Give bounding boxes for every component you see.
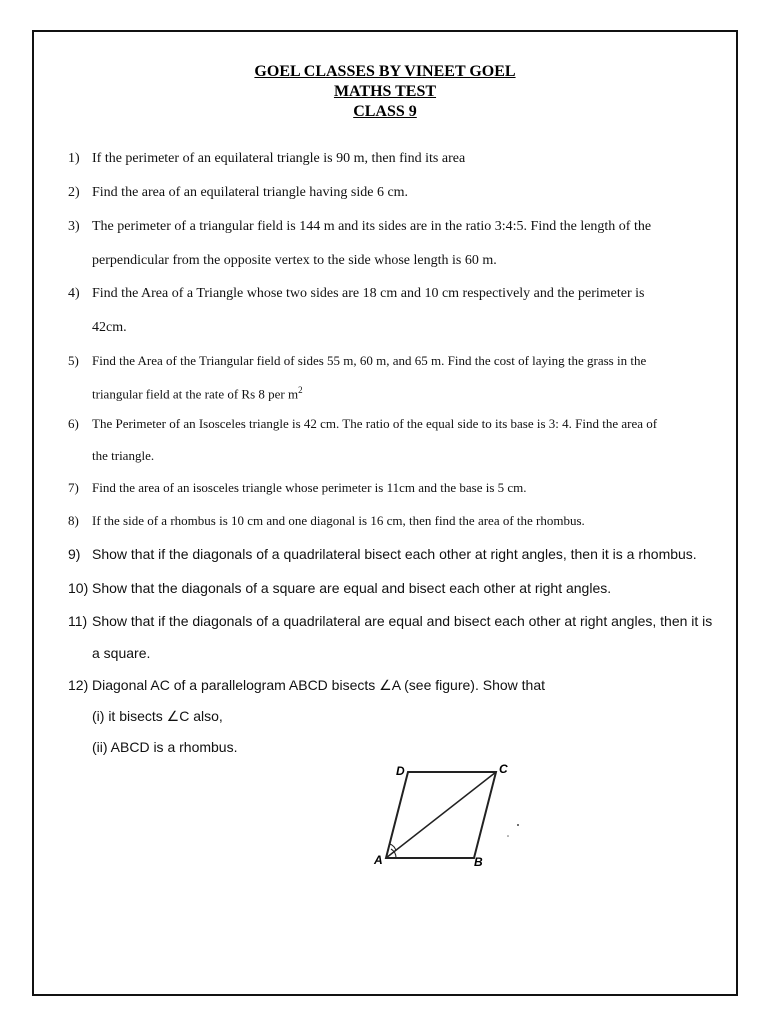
question-text-continued: perpendicular from the opposite vertex to the side whose length is 60 m. <box>92 253 497 268</box>
vertex-label-d: D <box>396 764 405 778</box>
parallelogram-figure <box>368 756 528 872</box>
question-text-continued: a square. <box>92 645 151 661</box>
question-number: 2) <box>68 185 80 200</box>
question-text-continued: the triangle. <box>92 448 155 463</box>
question-number: 8) <box>68 513 79 528</box>
question-number: 12) <box>68 677 89 693</box>
question-text-continued <box>92 385 303 402</box>
sub-question-i: (i) it bisects ∠C also, <box>92 708 223 724</box>
stray-dot <box>517 824 519 826</box>
question-text: Find the Area of a Triangle whose two sides are 18 cm and 10 cm respectively and the perimeter is <box>92 286 645 301</box>
document-subtitle: MATHS TEST <box>333 83 437 100</box>
stray-dot <box>507 835 509 837</box>
question-text: If the perimeter of an equilateral triangle is 90 m, then find its area <box>92 151 466 166</box>
question-text: Show that the diagonals of a square are equal and bisect each other at right angles. <box>92 580 612 596</box>
question-text: The perimeter of a triangular field is 144 m and its sides are in the ratio 3:4:5. Find the length of the <box>92 219 652 234</box>
vertex-label-c: C <box>499 762 508 776</box>
question-text: The Perimeter of an Isosceles triangle is 42 cm. The ratio of the equal side to its base is 3: 4. Find the area of <box>92 416 658 431</box>
question-number: 3) <box>68 219 80 234</box>
question-text: If the side of a rhombus is 10 cm and one diagonal is 16 cm, then find the area of the rhombus. <box>92 513 585 528</box>
superscript-2: 2 <box>298 385 303 395</box>
vertex-label-b: B <box>474 855 483 869</box>
question-number: 5) <box>68 353 79 368</box>
question-text: Find the area of an isosceles triangle whose perimeter is 11cm and the base is 5 cm. <box>92 480 527 495</box>
question-number: 1) <box>68 151 80 166</box>
question-number: 6) <box>68 416 79 431</box>
question-text: Find the Area of the Triangular field of sides 55 m, 60 m, and 65 m. Find the cost of laying the grass in the <box>92 353 647 368</box>
question-number: 10) <box>68 580 89 596</box>
question-text-continued: 42cm. <box>92 320 127 335</box>
question-text: Show that if the diagonals of a quadrilateral are equal and bisect each other at right angles, then it is <box>92 613 713 629</box>
question-number: 7) <box>68 480 79 495</box>
class-label: CLASS 9 <box>353 103 417 120</box>
question-number: 11) <box>68 613 88 629</box>
question-number: 4) <box>68 286 80 301</box>
vertex-label-a: A <box>374 853 383 867</box>
question-text: Find the area of an equilateral triangle having side 6 cm. <box>92 185 409 200</box>
sub-question-ii: (ii) ABCD is a rhombus. <box>92 739 238 755</box>
question-number: 9) <box>68 546 81 562</box>
question-text: Diagonal AC of a parallelogram ABCD bisects ∠A (see figure). Show that <box>92 677 545 693</box>
question-text-part: triangular field at the rate of Rs 8 per m <box>92 386 299 402</box>
question-text: Show that if the diagonals of a quadrilateral bisect each other at right angles, then it is a rhombus. <box>92 546 697 562</box>
diagonal-ac <box>386 772 496 858</box>
document-title: GOEL CLASSES BY VINEET GOEL <box>254 63 516 80</box>
